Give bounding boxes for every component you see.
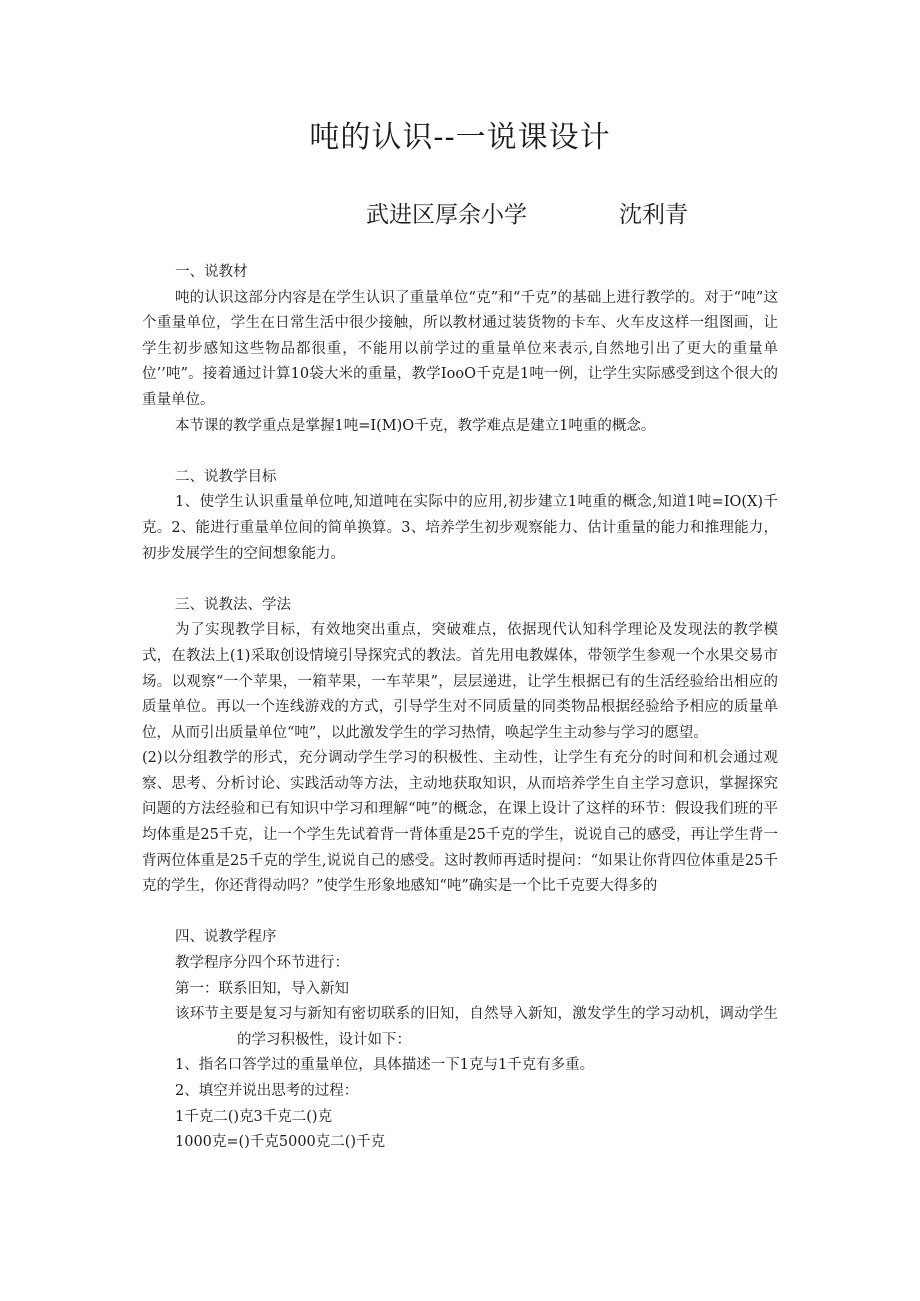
paragraph: (2)以分组教学的形式，充分调动学生学习的积极性、主动性，让学生有充分的时间和机会通过观察、思考、分析讨论、实践活动等方法，主动地获取知识，从而培养学生自主学习意识，掌握探究问题的方法经验和已有知识中学习和理解“吨”的概念，在课上设计了这样的环节：假设我们班的平均体重是25千克，让一个学生先试着背一背体重是25千克的学生，说说自己的感受，再让学生背一背两位体重是25千克的学生,说说自己的感受。这时教师再适时提问：“如果让你背四位体重是25千克的学生，你还背得动吗？”使学生形象地感知“吨”确实是一个比千克要大得多的 [142,750,778,895]
exercise-line: 1000克=()千克5000克二()千克 [175,1134,386,1151]
paragraph: 教学程序分四个环节进行： [175,955,349,972]
document-title: 吨的认识--一说课设计 [309,120,611,155]
section-heading-4: 四、说教学程序 [175,929,277,946]
list-item: 2、填空并说出思考的过程： [175,1083,359,1099]
exercise-line: 1千克二()克3千克二()克 [175,1108,333,1125]
section-heading-2: 二、说教学目标 [175,468,277,485]
byline [366,196,688,229]
list-item: 1、指名口答学过的重量单位，具体描述一下1克与1千克有多重。 [175,1057,595,1074]
school-name: 武进区厚余小学 [366,202,527,228]
section-heading-1: 一、说教材 [175,264,248,280]
section-heading-3: 三、说教法、学法 [175,596,291,613]
paragraph: 该环节主要是复习与新知有密切联系的旧知，自然导入新知，激发学生的学习动机，调动学生的学习积极性，设计如下： [175,1006,778,1048]
paragraph: 第一：联系旧知，导入新知 [175,980,349,997]
paragraph: 吨的认识这部分内容是在学生认识了重量单位“克”和“千克”的基础上进行教学的。对于“吨”这个重量单位，学生在日常生活中很少接触，所以教材通过装货物的卡车、火车皮这样一组图画，让学生初步感知这些物品都很重，不能用以前学过的重量单位来表示,自然地引出了更大的重量单位’’吨”。接着通过计算10袋大米的重量，教学IooO千克是1吨一例，让学生实际感受到这个很大的重量单位。 [142,289,778,408]
paragraph: 本节课的教学重点是掌握1吨=I(M)O千克，教学难点是建立1吨重的概念。 [175,417,656,434]
document-body [142,260,778,1156]
paragraph: 1、使学生认识重量单位吨,知道吨在实际中的应用,初步建立1吨重的概念,知道1吨=IO(X)千克。2、能进行重量单位间的简单换算。3、培养学生初步观察能力、估计重量的能力和推理能力，初步发展学生的空间想象能力。 [142,494,778,562]
author-name: 沈利青 [619,202,688,228]
paragraph: 为了实现教学目标，有效地突出重点，突破难点，依据现代认知科学理论及发现法的教学模式，在教法上(1)采取创设情境引导探究式的教法。首先用电教媒体，带领学生参观一个水果交易市场。以观察“一个苹果，一箱苹果，一车苹果”，层层递进，让学生根据已有的生活经验给出相应的质量单位。再以一个连线游戏的方式，引导学生对不同质量的同类物品根据经验给予相应的质量单位，从而引出质量单位“吨”，以此激发学生的学习热情，唤起学生主动参与学习的愿望。 [142,622,778,741]
